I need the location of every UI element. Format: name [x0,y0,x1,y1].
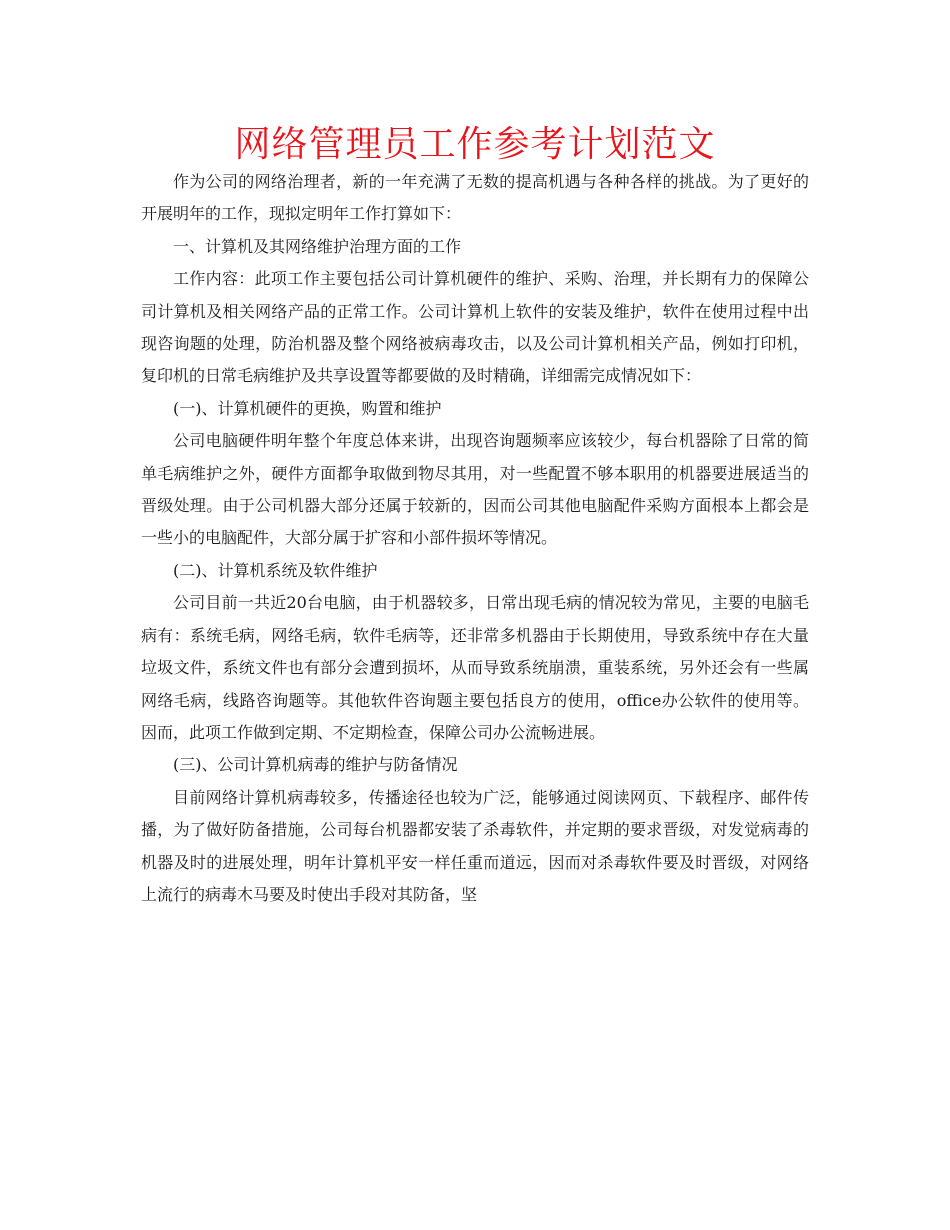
paragraph-virus: 目前网络计算机病毒较多，传播途径也较为广泛，能够通过阅读网页、下载程序、邮件传播，为了做好防备措施，公司每台机器都安装了杀毒软件，并定期的要求晋级，对发觉病毒的机器及时的进展处理，明年计算机平安一样任重而道远，因而对杀毒软件要及时晋级，对网络上流行的病毒木马要及时使出手段对其防备，坚 [141,787,809,904]
document-title: 网络管理员工作参考计划范文 [234,124,716,165]
paragraph-work-content: 工作内容：此项工作主要包括公司计算机硬件的维护、采购、治理，并长期有力的保障公司计算机及相关网络产品的正常工作。公司计算机上软件的安装及维护，软件在使用过程中出现咨询题的处理，防治机器及整个网络被病毒攻击，以及公司计算机相关产品，例如打印机，复印机的日常毛病维护及共享设置等都要做的及时精确，详细需完成情况如下： [141,269,809,386]
subsection-heading-software: (二)、计算机系统及软件维护 [173,560,378,580]
paragraph-hardware: 公司电脑硬件明年整个年度总体来讲，出现咨询题频率应该较少，每台机器除了日常的简单毛病维护之外，硬件方面都争取做到物尽其用，对一些配置不够本职用的机器要进展适当的晋级处理。由于公司机器大部分还属于较新的，因而公司其他电脑配件采购方面根本上都会是一些小的电脑配件，大部分属于扩容和小部件损坏等情况。 [141,431,809,548]
section-heading-1: 一、计算机及其网络维护治理方面的工作 [173,236,462,256]
paragraph-software: 公司目前一共近20台电脑，由于机器较多，日常出现毛病的情况较为常见，主要的电脑毛病有：系统毛病，网络毛病，软件毛病等，还非常多机器由于长期使用，导致系统中存在大量垃圾文件，系统文件也有部分会遭到损坏，从而导致系统崩溃，重装系统，另外还会有一些属网络毛病，线路咨询题等。其他软件咨询题主要包括良方的使用，office办公软件的使用等。因而，此项工作做到定期、不定期检查，保障公司办公流畅进展。 [141,593,809,742]
paragraph-intro: 作为公司的网络治理者，新的一年充满了无数的提高机遇与各种各样的挑战。为了更好的开展明年的工作，现拟定明年工作打算如下： [141,172,809,224]
subsection-heading-hardware: (一)、计算机硬件的更换，购置和维护 [173,398,442,418]
subsection-heading-virus: (三)、公司计算机病毒的维护与防备情况 [173,755,458,775]
document-body [141,166,809,911]
